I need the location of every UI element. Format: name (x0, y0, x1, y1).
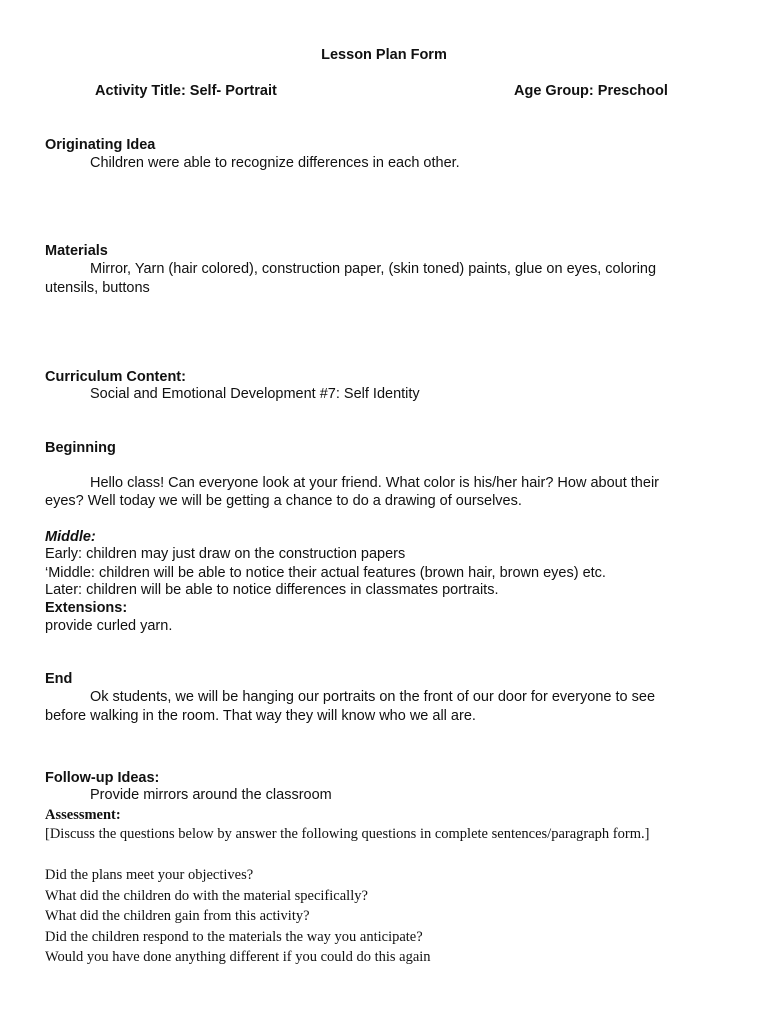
middle-later: Later: children will be able to notice differences in classmates portraits. (45, 582, 499, 598)
originating-idea-text: Children were able to recognize differences in each other. (90, 155, 460, 171)
assessment-heading: Assessment: (45, 807, 121, 823)
assessment-question: Did the plans meet your objectives? (45, 867, 254, 883)
curriculum-heading: Curriculum Content: (45, 369, 186, 385)
materials-line-1: Mirror, Yarn (hair colored), construction paper, (skin toned) paints, glue on eyes, coloring (90, 261, 657, 277)
assessment-question: What did the children gain from this activity? (45, 908, 310, 924)
beginning-heading: Beginning (45, 440, 116, 456)
assessment-question: Would you have done anything different if you could do this again (45, 949, 431, 965)
follow-up-heading: Follow-up Ideas: (45, 770, 160, 786)
age-group: Age Group: Preschool (514, 83, 668, 99)
materials-heading: Materials (45, 243, 108, 259)
end-line-2: before walking in the room. That way they will know who we all are. (45, 708, 476, 724)
follow-up-text: Provide mirrors around the classroom (90, 787, 332, 803)
activity-title: Activity Title: Self- Portrait (95, 83, 277, 99)
originating-idea-heading: Originating Idea (45, 137, 156, 153)
form-title: Lesson Plan Form (321, 47, 447, 63)
end-line-1: Ok students, we will be hanging our portraits on the front of our door for everyone to see (90, 689, 656, 705)
middle-early: Early: children may just draw on the construction papers (45, 546, 406, 562)
end-heading: End (45, 671, 73, 687)
curriculum-text: Social and Emotional Development #7: Self Identity (90, 386, 420, 402)
middle-middle: ‘Middle: children will be able to notice their actual features (brown hair, brown eyes) etc. (45, 565, 606, 581)
beginning-line-2: eyes? Well today we will be getting a chance to do a drawing of ourselves. (45, 493, 522, 509)
extensions-text: provide curled yarn. (45, 618, 173, 634)
middle-heading: Middle: (45, 529, 96, 545)
beginning-line-1: Hello class! Can everyone look at your friend. What color is his/her hair? How about their (90, 475, 659, 491)
assessment-instructions: [Discuss the questions below by answer the following questions in complete sentences/paragraph form.] (45, 826, 650, 842)
assessment-question: What did the children do with the material specifically? (45, 888, 368, 904)
extensions-heading: Extensions: (45, 600, 128, 616)
assessment-question: Did the children respond to the materials the way you anticipate? (45, 929, 423, 945)
materials-line-2: utensils, buttons (45, 280, 150, 296)
